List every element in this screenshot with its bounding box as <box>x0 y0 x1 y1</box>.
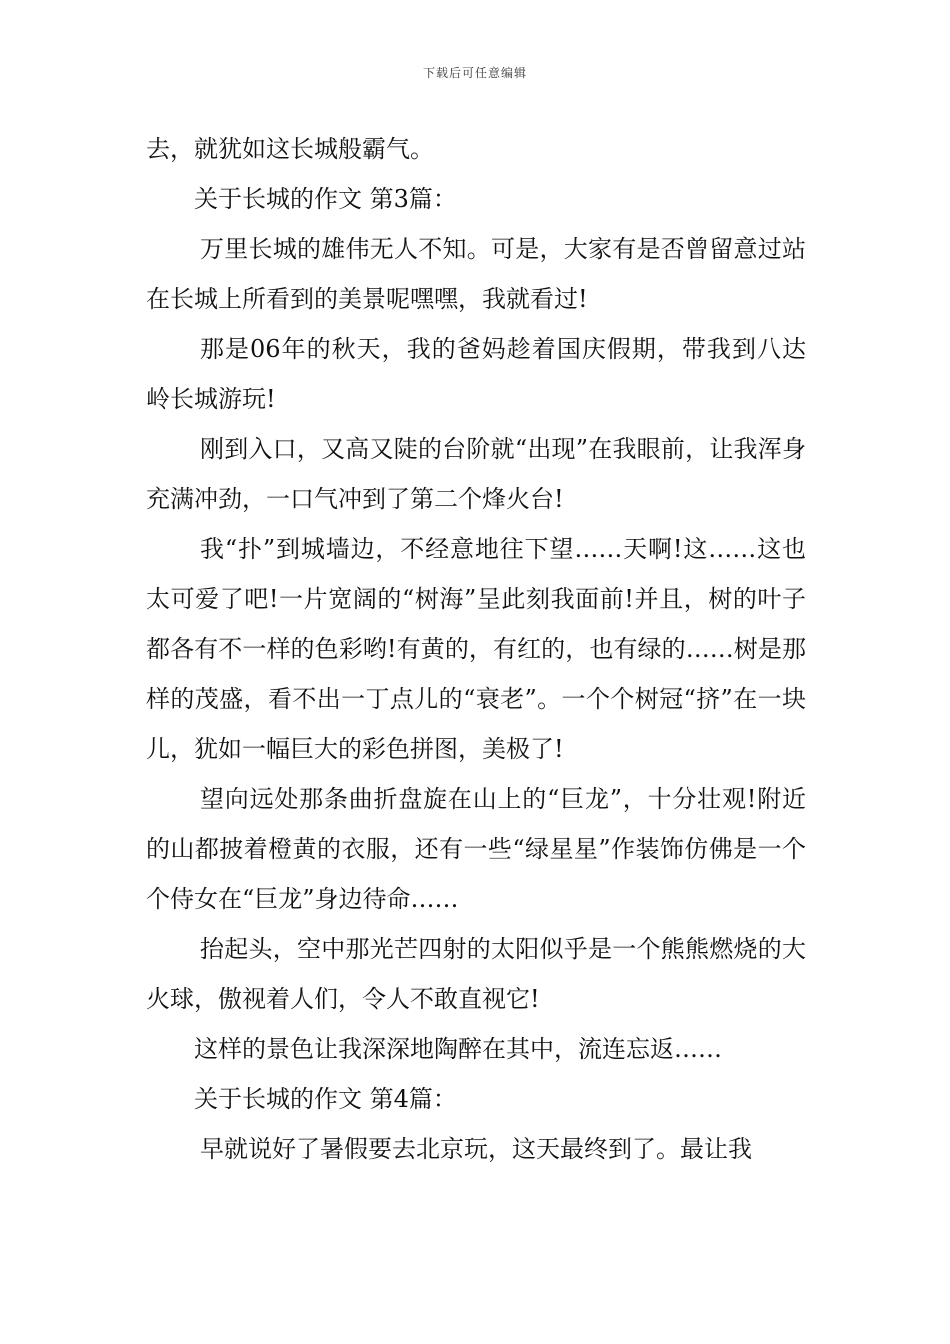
paragraph: 早就说好了暑假要去北京玩，这天最终到了。最让我 <box>200 1135 752 1163</box>
paragraph: 抬起头，空中那光芒四射的太阳似乎是一个熊熊燃烧的大火球，傲视着人们，令人不敢直视它! <box>146 935 806 1013</box>
paragraph: 万里长城的雄伟无人不知。可是，大家有是否曾留意过站在长城上所看到的美景呢嘿嘿，我就看过! <box>146 235 806 313</box>
document-body <box>146 124 806 1174</box>
section-heading-4: 关于长城的作文 第4篇： <box>194 1085 457 1113</box>
paragraph: 那是06年的秋天，我的爸妈趁着国庆假期，带我到八达岭长城游玩! <box>146 335 806 413</box>
paragraph: 这样的景色让我深深地陶醉在其中，流连忘返…… <box>194 1035 722 1063</box>
paragraph-continuation: 去，就犹如这长城般霸气。 <box>146 135 434 163</box>
page-header: 下载后可任意编辑 <box>422 66 527 80</box>
paragraph: 望向远处那条曲折盘旋在山上的“巨龙”，十分壮观!附近的山都披着橙黄的衣服，还有一些“绿星星”作装饰仿佛是一个个侍女在“巨龙”身边待命…… <box>146 785 806 913</box>
section-heading-3: 关于长城的作文 第3篇： <box>194 185 457 213</box>
paragraph: 刚到入口，又高又陡的台阶就“出现”在我眼前，让我浑身充满冲劲，一口气冲到了第二个烽火台! <box>146 435 806 513</box>
paragraph: 我“扑”到城墙边，不经意地往下望……天啊!这……这也太可爱了吧!一片宽阔的“树海”呈此刻我面前!并且，树的叶子都各有不一样的色彩哟!有黄的，有红的，也有绿的……树是那样的茂盛，看不出一丁点儿的“衰老”。一个个树冠“挤”在一块儿，犹如一幅巨大的彩色拼图，美极了! <box>146 535 806 763</box>
